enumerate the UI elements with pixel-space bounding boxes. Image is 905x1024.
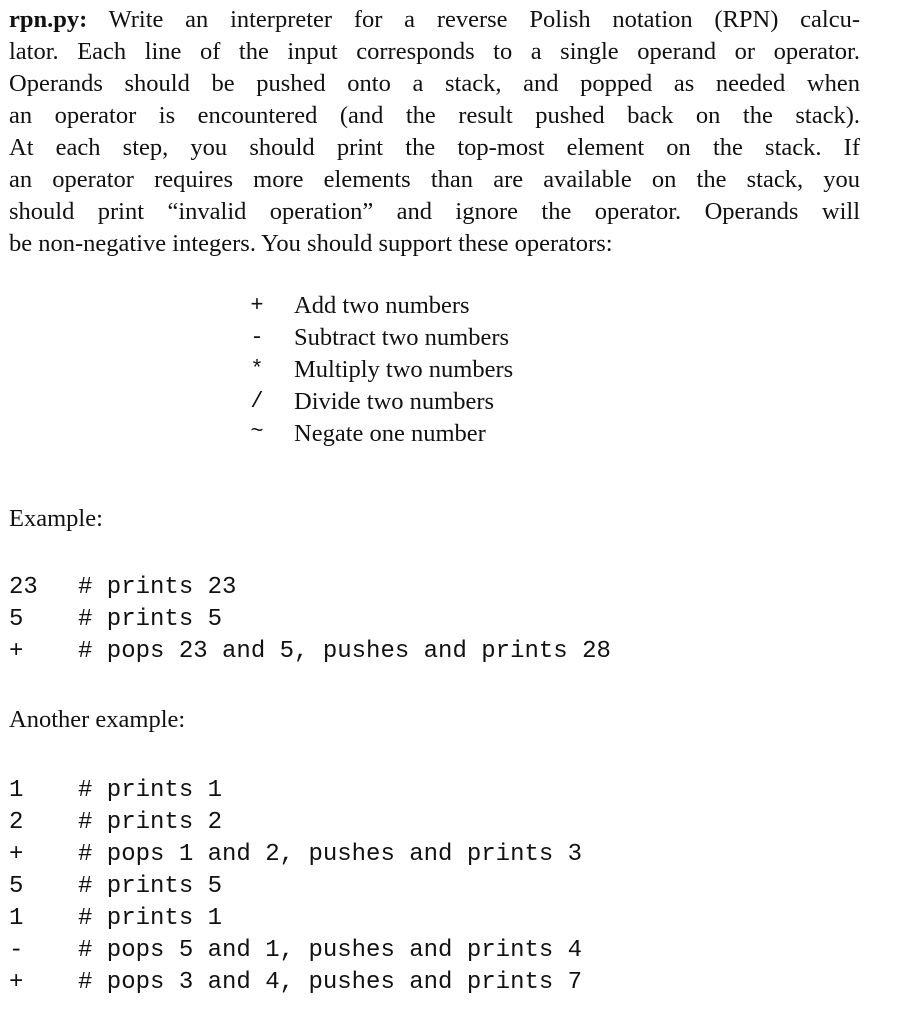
operator-description: Negate one number [294, 420, 486, 447]
example-heading: Example: [9, 505, 103, 532]
intro-line-3: Operands should be pushed onto a stack, and popped as needed when [9, 70, 860, 97]
code-input: + [9, 969, 24, 996]
operator-symbol: ~ [250, 419, 264, 444]
operator-description: Add two numbers [294, 292, 470, 319]
code-comment: # prints 5 [78, 873, 223, 900]
intro-line-1: rpn.py: Write an interpreter for a reverse Polish notation (RPN) calcu- [9, 6, 860, 33]
code-input: 2 [9, 809, 24, 836]
operator-symbol: - [250, 325, 264, 350]
code-input: 5 [9, 873, 24, 900]
intro-line-2: lator. Each line of the input corresponds to a single operand or operator. [9, 38, 860, 65]
code-comment: # pops 1 and 2, pushes and prints 3 [78, 841, 583, 868]
code-comment: # prints 2 [78, 809, 223, 836]
intro-line-7: should print “invalid operation” and ignore the operator. Operands will [9, 198, 860, 225]
intro-line-5: At each step, you should print the top-most element on the stack. If [9, 134, 860, 161]
another-example-heading: Another example: [9, 706, 186, 733]
intro-line-4: an operator is encountered (and the result pushed back on the stack). [9, 102, 860, 129]
script-title: rpn.py: [9, 6, 88, 33]
code-comment: # prints 1 [78, 777, 223, 804]
code-comment: # prints 23 [78, 574, 237, 601]
operator-symbol: * [250, 357, 264, 382]
code-input: 1 [9, 905, 24, 932]
code-comment: # pops 23 and 5, pushes and prints 28 [78, 638, 611, 665]
code-input: + [9, 638, 24, 665]
code-comment: # pops 5 and 1, pushes and prints 4 [78, 937, 583, 964]
code-input: + [9, 841, 24, 868]
code-input: - [9, 937, 24, 964]
code-input: 23 [9, 574, 38, 601]
operator-description: Multiply two numbers [294, 356, 514, 383]
operator-description: Subtract two numbers [294, 324, 510, 351]
code-comment: # prints 5 [78, 606, 223, 633]
code-input: 5 [9, 606, 24, 633]
code-input: 1 [9, 777, 24, 804]
intro-line-6: an operator requires more elements than are available on the stack, you [9, 166, 860, 193]
code-comment: # prints 1 [78, 905, 223, 932]
intro-line-8: be non-negative integers. You should support these operators: [9, 230, 613, 257]
operator-symbol: + [250, 293, 264, 318]
operator-symbol: / [250, 389, 264, 414]
code-comment: # pops 3 and 4, pushes and prints 7 [78, 969, 583, 996]
operator-description: Divide two numbers [294, 388, 495, 415]
